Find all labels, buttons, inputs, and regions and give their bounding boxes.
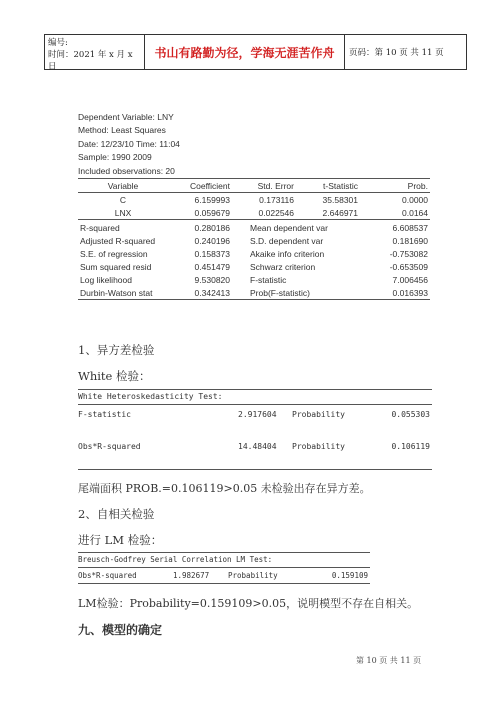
table-cell: S.E. of regression — [80, 248, 148, 259]
meta-line: Sample: 1990 2009 — [78, 152, 152, 163]
regression-output — [78, 111, 430, 300]
table-cell: Akaike info criterion — [250, 248, 325, 259]
table-cell: -0.753082 — [389, 248, 428, 259]
meta-line: Method: Least Squares — [78, 125, 166, 136]
table-row — [78, 206, 430, 220]
table-cell: Adjusted R-squared — [80, 235, 156, 246]
white-conclusion: 尾端面积 PROB.=0.106119>0.05 未检验出存在异方差。 — [78, 482, 371, 495]
header-left-cell — [45, 35, 145, 72]
table-cell: 0.0000 — [402, 194, 428, 205]
table-cell: 0.159109 — [331, 571, 368, 580]
column-header: Prob. — [360, 179, 430, 193]
table-cell: 0.451479 — [194, 261, 230, 272]
table-cell: 0.181690 — [392, 235, 428, 246]
regression-meta — [78, 111, 430, 178]
meta-line: Date: 12/23/10 Time: 11:04 — [78, 138, 180, 149]
table-cell: 6.159993 — [194, 194, 230, 205]
table-cell: 2.917604 — [238, 410, 277, 419]
section-model: 九、模型的确定 — [78, 623, 163, 637]
table-row — [78, 286, 430, 300]
table-row — [78, 273, 430, 286]
table-cell: 7.006456 — [392, 274, 428, 285]
table-cell: Probability — [228, 571, 278, 580]
table-cell: 0.0164 — [360, 206, 430, 220]
meta-line: Included observations: 20 — [78, 165, 175, 176]
section-heteroskedasticity: 1、异方差检验 — [78, 343, 155, 357]
table-row — [78, 260, 430, 273]
table-cell: 0.240196 — [194, 235, 230, 246]
table-cell: LNX — [78, 206, 168, 220]
white-test-table — [78, 389, 432, 470]
table-cell: Sum squared resid — [80, 261, 152, 272]
table-cell: 35.58301 — [322, 194, 358, 205]
table-row — [78, 193, 430, 207]
lm-test-table — [78, 552, 370, 584]
table-cell: 0.016393 — [370, 286, 430, 300]
table-row — [78, 234, 430, 247]
time-label: 时间：2021 年 x 月 x 日 — [48, 50, 133, 72]
table-cell: F-statistic — [78, 410, 131, 419]
table-cell: Schwarz criterion — [250, 261, 316, 272]
table-cell: Durbin-Watson stat — [78, 286, 168, 300]
table-cell: Log likelihood — [80, 274, 132, 285]
table-cell: Probability — [292, 410, 345, 419]
table-cell: 14.48404 — [238, 442, 277, 451]
page-label: 页码：第 10 页 共 11 页 — [349, 48, 444, 58]
column-header: Variable — [78, 179, 168, 193]
table-header-row — [78, 179, 430, 193]
lm-intro: 进行 LM 检验： — [78, 533, 163, 547]
table-cell: S.D. dependent var — [250, 235, 324, 246]
table-cell: Obs*R-squared — [78, 442, 141, 451]
lm-conclusion: LM检验：Probability=0.159109>0.05，说明模型不存在自相关。 — [78, 597, 419, 610]
divider — [78, 567, 370, 568]
white-test-label: White 检验： — [78, 369, 151, 383]
page-footer: 第 10 页 共 11 页 — [356, 656, 422, 665]
table-cell: 1.982677 — [173, 571, 210, 580]
table-cell: F-statistic — [250, 274, 287, 285]
lm-test-title: Breusch-Godfrey Serial Correlation LM Test: — [78, 555, 273, 564]
table-cell: 9.530820 — [194, 274, 230, 285]
table-cell: 0.280186 — [194, 222, 230, 233]
table-cell: Prob(F-statistic) — [232, 286, 370, 300]
column-header: Std. Error — [232, 179, 296, 193]
table-cell: 0.106119 — [391, 442, 430, 451]
table-row — [78, 221, 430, 234]
column-header: t-Statistic — [296, 179, 360, 193]
number-label: 编号: — [48, 38, 68, 48]
table-cell: Obs*R-squared — [78, 571, 137, 580]
table-cell: 0.055303 — [391, 410, 430, 419]
column-header: Coefficient — [168, 179, 232, 193]
table-cell: 0.173116 — [259, 194, 294, 205]
table-row — [78, 247, 430, 260]
table-cell: Probability — [292, 442, 345, 451]
table-cell: 0.158373 — [194, 248, 230, 259]
table-cell: 2.646971 — [296, 206, 360, 220]
white-test-title: White Heteroskedasticity Test: — [78, 392, 223, 401]
table-cell: R-squared — [80, 222, 120, 233]
motto: 书山有路勤为径，学海无涯苦作舟 — [145, 35, 345, 69]
page-header — [44, 34, 467, 70]
table-cell: C — [119, 194, 127, 205]
table-cell: Mean dependent var — [250, 222, 328, 233]
table-cell: -0.653509 — [389, 261, 428, 272]
regression-table — [78, 178, 430, 220]
table-cell: 0.022546 — [232, 206, 296, 220]
table-cell: 0.059679 — [168, 206, 232, 220]
meta-line: Dependent Variable: LNY — [78, 112, 174, 122]
section-autocorrelation: 2、自相关检验 — [78, 507, 155, 521]
table-cell: 6.608537 — [392, 222, 428, 233]
divider — [78, 404, 432, 405]
table-cell: 0.342413 — [168, 286, 232, 300]
stats-table — [78, 221, 430, 300]
